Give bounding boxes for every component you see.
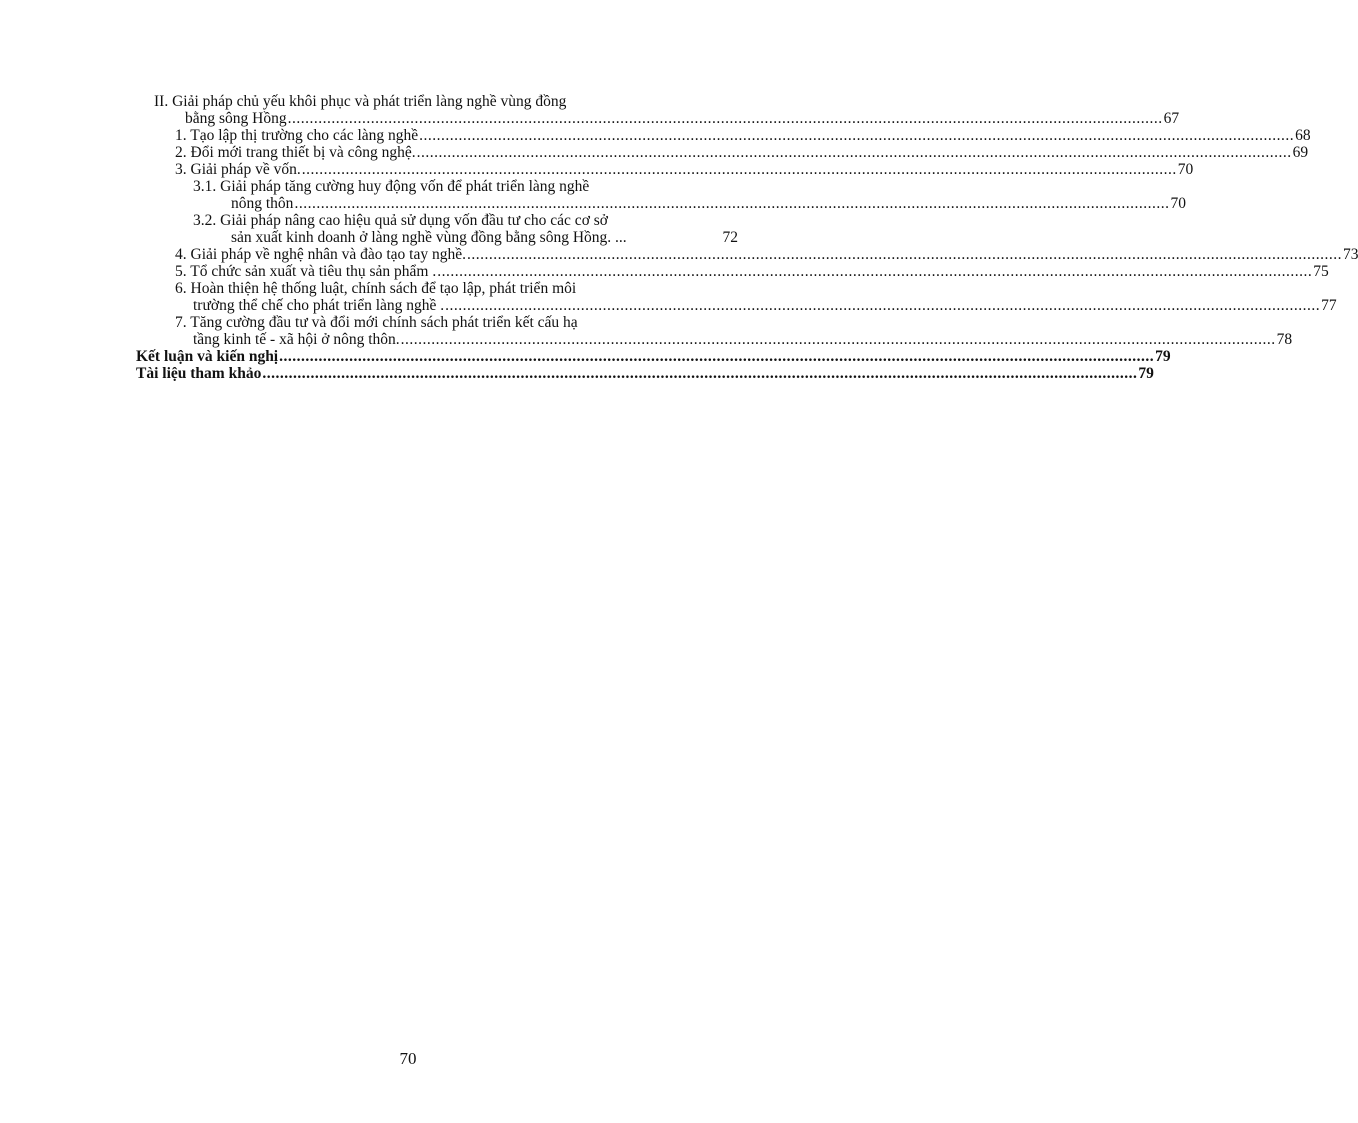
toc-page-number: 68 — [1295, 127, 1311, 144]
toc-references-title: Tài liệu tham khảo — [136, 365, 262, 382]
toc-item-3-2-title: 3.2. Giải pháp nâng cao hiệu quả sử dụng vốn đầu tư cho các cơ sở — [193, 212, 608, 229]
toc-page-number: 75 — [1313, 263, 1329, 280]
toc-item-7 — [193, 331, 1293, 348]
toc-page-number: 70 — [1177, 161, 1194, 178]
toc-conclusion — [136, 348, 1171, 365]
toc-leader-dots: ........................................................................................................................................................................................................ — [400, 331, 1276, 348]
toc-item-4-title: 4. Giải pháp về nghệ nhân và đào tạo tay nghề. — [175, 246, 466, 263]
toc-leader-dots: ........................................................................................................................................................................................................ — [466, 246, 1342, 263]
toc-item-3-2-title-cont: sản xuất kinh doanh ở làng nghề vùng đồng bằng sông Hồng. ... — [231, 229, 627, 246]
toc-section-2-title: II. Giải pháp chủ yếu khôi phục và phát triển làng nghề vùng đồng — [154, 93, 567, 110]
toc-item-2 — [175, 144, 1309, 161]
toc-item-3-2 — [231, 230, 738, 246]
toc-page-number: 79 — [1138, 365, 1154, 382]
toc-leader-dots: ........................................................................................................................................................................................................ — [262, 365, 1138, 382]
toc-leader-dots: ........................................................................................................................................................................................................ — [301, 161, 1177, 178]
toc-section-2-title-cont: bằng sông Hồng — [185, 110, 287, 127]
toc-page-number: 79 — [1155, 348, 1171, 365]
toc-page-number: 67 — [1163, 110, 1180, 127]
toc-page-number: 78 — [1276, 331, 1293, 348]
toc-item-6 — [193, 297, 1337, 314]
toc-item-5 — [175, 263, 1329, 280]
toc-page-number: 72 — [722, 229, 738, 246]
toc-item-7-title-cont: tầng kinh tế - xã hội ở nông thôn. — [193, 331, 400, 348]
toc-page-number: 69 — [1292, 144, 1309, 161]
toc-leader-dots: ........................................................................................................................................................................................................ — [279, 348, 1155, 365]
toc-section-2-entry — [185, 110, 1180, 127]
toc-item-3-title: 3. Giải pháp về vốn. — [175, 161, 301, 178]
toc-leader-dots: ........................................................................................................................................................................................................ — [294, 195, 1170, 212]
toc-leader-dots: ........................................................................................................................................................................................................ — [437, 263, 1313, 280]
toc-leader-dots: ........................................................................................................................................................................................................ — [445, 297, 1321, 314]
page-number: 70 — [399, 1049, 417, 1068]
toc-item-4 — [175, 246, 1358, 263]
toc-item-6-title-cont: trường thể chế cho phát triển làng nghề . — [193, 297, 445, 314]
toc-conclusion-title: Kết luận và kiến nghị — [136, 348, 279, 365]
toc-item-2-title: 2. Đổi mới trang thiết bị và công nghệ. — [175, 144, 416, 161]
toc-leader-dots: ........................................................................................................................................................................................................ — [287, 110, 1163, 127]
toc-item-1 — [175, 127, 1311, 144]
toc-item-6-title: 6. Hoàn thiện hệ thống luật, chính sách để tạo lập, phát triển môi — [175, 280, 577, 297]
toc-leader-dots: ........................................................................................................................................................................................................ — [419, 127, 1295, 144]
toc-item-3 — [175, 161, 1194, 178]
toc-page-number: 77 — [1321, 297, 1337, 314]
toc-page-number: 73 — [1342, 246, 1358, 263]
toc-item-3-1 — [231, 195, 1186, 212]
toc-page-number: 70 — [1170, 195, 1186, 212]
toc-item-1-title: 1. Tạo lập thị trường cho các làng nghề — [175, 127, 419, 144]
toc-item-7-title: 7. Tăng cường đầu tư và đổi mới chính sách phát triển kết cấu hạ — [175, 314, 578, 331]
toc-references — [136, 365, 1154, 382]
toc-item-3-1-title: 3.1. Giải pháp tăng cường huy động vốn để phát triển làng nghề — [193, 178, 590, 195]
toc-item-3-1-title-cont: nông thôn — [231, 195, 294, 212]
toc-item-5-title: 5. Tổ chức sản xuất và tiêu thụ sản phẩm . — [175, 263, 437, 280]
toc-leader-dots: ........................................................................................................................................................................................................ — [416, 144, 1292, 161]
